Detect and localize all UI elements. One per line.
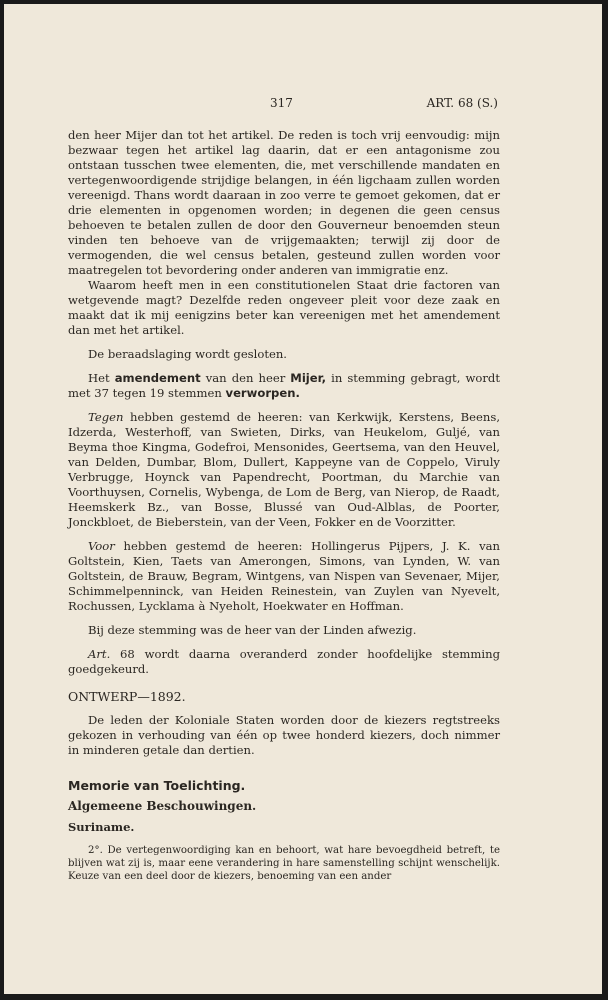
paragraph-voor: [68, 539, 500, 614]
algemeene-title: Algemeene Beschouwingen.: [68, 799, 257, 813]
paragraph-ontwerp: De leden der Koloniale Staten worden door de kiezers regtstreeks gekozen in verhouding van één op twee honderd kiezers, doch nimmer in minderen getale dan dertien.: [68, 713, 500, 757]
memorie-title: Memorie van Toelichting.: [68, 778, 246, 793]
vote-post: in stemming gebragt, wordt met 37 tegen 19 stemmen: [68, 371, 500, 400]
art-text: 68 wordt daarna overanderd zonder hoofdelijke stemming goedgekeurd.: [68, 647, 501, 676]
vote-result: verworpen.: [225, 386, 300, 400]
paragraph-tegen: [68, 410, 500, 530]
paragraph-vote-result: [68, 371, 500, 401]
vote-pre: Het: [88, 371, 110, 385]
paragraph-debate-closed: De beraadslaging wordt gesloten.: [88, 347, 287, 361]
suriname-title: Suriname.: [68, 820, 135, 834]
voor-label: Voor: [88, 539, 115, 553]
vote-mijer: Mijer,: [290, 371, 327, 385]
article-reference: ART. 68 (S.): [426, 96, 498, 110]
paragraph-art: [68, 647, 500, 677]
art-label: Art.: [88, 647, 111, 661]
page-number: 317: [270, 96, 293, 110]
paragraph-speech-continued: Waarom heeft men in een constitutionelen Staat drie factoren van wetgevende magt? Dezelfde reden ongeveer pleit voor deze zaak en maakt dat ik mij eenigzins beter kan vereenigen met het amendement dan met het artikel.: [68, 278, 500, 337]
paragraph-footnote: 2°. De vertegenwoordiging kan en behoort, wat hare bevoegdheid betreft, te blijven wat zij is, maar eene verandering in hare samenstelling schijnt wenschelijk. Keuze van een deel door de kiezers, benoeming van een ander: [68, 845, 500, 882]
voor-text: hebben gestemd de heeren: Hollingerus Pijpers, J. K. van Goltstein, Kien, Taets van Amerongen, Simons, van Lynden, W. van Goltstein, de Brauw, Begram, Wintgens, van Nispen van Sevenaer, Mijer, Schimmelpenninck, van Heiden Reinestein, van Zuylen van Nyevelt, Rochussen, Lycklama à Nyeholt, Hoekwater en Hoffman.: [68, 539, 501, 613]
tegen-label: Tegen: [88, 410, 124, 424]
page-body: [68, 128, 500, 883]
book-page: [4, 4, 602, 994]
paragraph-absent: Bij deze stemming was de heer van der Linden afwezig.: [88, 623, 417, 637]
vote-amendement: amendement: [114, 371, 201, 385]
tegen-text: hebben gestemd de heeren: van Kerkwijk, Kerstens, Beens, Idzerda, Westerhoff, van Swieten, Dirks, van Heukelom, Guljé, van Beyma thoe Kingma, Godefroi, Mensonides, Geertsema, van den Heuvel, van Delden, Dumbar, Blom, Dullert, Kappeyne van de Coppelo, Viruly Verbrugge, Hoynck van Papendrecht, Poortman, du Marchie van Voorthuysen, Cornelis, Wybenga, de Lom de Berg, van Nierop, de Raadt, Heemskerk Bz., van Bosse, Blussé van Oud-Alblas, de Poorter, Jonckbloet, de Bieberstein, van der Veen, Fokker en de Voorzitter.: [68, 410, 501, 529]
vote-mid: van den heer: [205, 371, 286, 385]
ontwerp-title: ONTWERP—1892.: [68, 689, 186, 704]
paragraph-speech: den heer Mijer dan tot het artikel. De reden is toch vrij eenvoudig: mijn bezwaar tegen het artikel lag daarin, dat er een antagonisme zou ontstaan tusschen twee elementen, die, met verschillende mandaten en vertegenwoordigende strijdige belangen, in één ligchaam zullen worden vereenigd. Thans wordt daaraan in zoo verre te gemoet gekomen, dat er drie elementen in opgenomen worden; in degenen die geen census behoeven te betalen zullen de door den Gouverneur benoemden steun vinden ten behoeve van de vrijgemaakten; terwijl zij door de vermogenden, die wel census betalen, gesteund zullen worden voor maatregelen tot bevordering onder anderen van immigratie enz.: [68, 128, 500, 277]
